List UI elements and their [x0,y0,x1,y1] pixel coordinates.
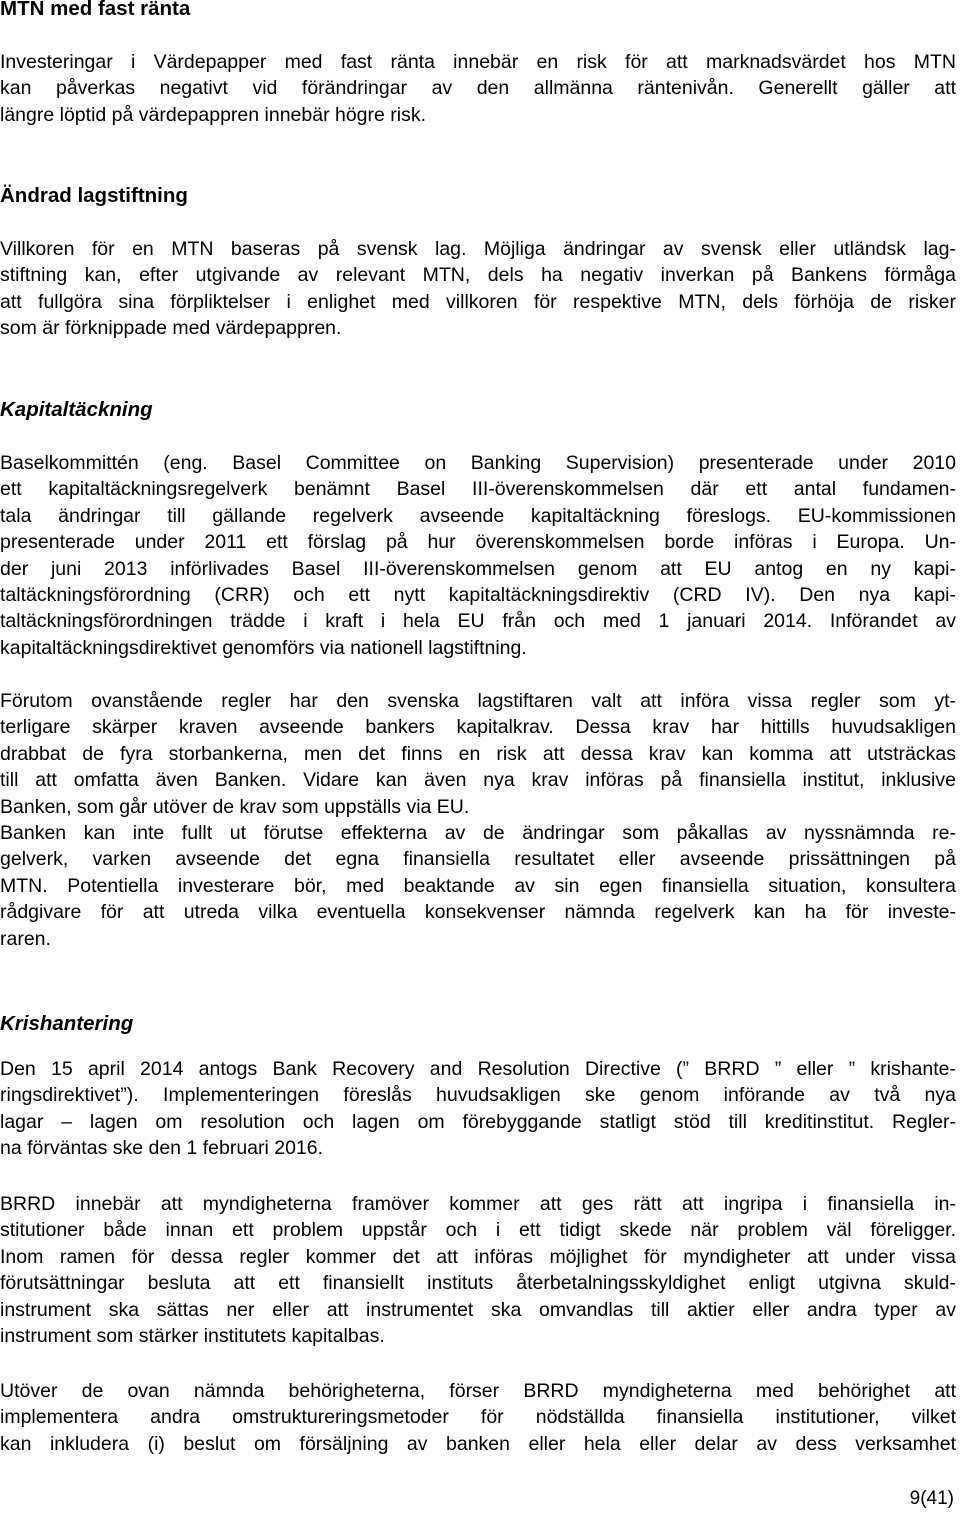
paragraph-lagstiftning [0,236,956,342]
text-line: raren. [0,927,51,950]
heading-krishantering: Krishantering [0,1012,134,1035]
heading-kapitaltackning: Kapitaltäckning [0,398,153,421]
text-line: rådgivare för att utreda vilka eventuella konsekvenser nämnda regelverk kan ha för investe- [0,901,956,924]
text-line: stiftning kan, efter utgivande av relevant MTN, dels ha negativ inverkan på Bankens förmåga [0,264,956,287]
text-line: instrument som stärker institutets kapitalbas. [0,1324,385,1347]
text-line: BRRD innebär att myndigheterna framöver kommer att ges rätt att ingripa i finansiella in- [0,1193,956,1215]
heading-andrad-lagstiftning: Ändrad lagstiftning [0,184,188,207]
text-line: instrument ska sättas ner eller att instrumentet ska omvandlas till aktier eller andra typer av [0,1298,956,1321]
text-line: stitutioner både innan ett problem uppstår och i ett tidigt skede när problem väl föreligger. [0,1219,956,1242]
text-line: ringsdirektivet”). Implementeringen föreslås huvudsakligen ske genom införande av två nya [0,1084,956,1107]
text-line: kapitaltäckningsdirektivet genomförs via nationell lagstiftning. [0,636,527,659]
text-line: kan påverkas negativt vid förändringar av den allmänna räntenivån. Generellt gäller att [0,77,956,100]
text-line: taltäckningsförordning (CRR) och ett nytt kapitaltäckningsdirektiv (CRD IV). Den nya kapi- [0,583,956,606]
paragraph-brrd-innebar [0,1191,956,1349]
text-line: Banken, som går utöver de krav som uppställs via EU. [0,795,470,818]
text-line: att fullgöra sina förpliktelser i enlighet med villkoren för respektive MTN, dels förhöja de risker [0,290,956,313]
text-line: Villkoren för en MTN baseras på svensk lag. Möjliga ändringar av svensk eller utländsk lag- [0,238,956,260]
text-line: gelverk, varken avseende det egna finansiella resultatet eller avseende prissättningen på [0,848,956,871]
paragraph-mtn-risk [0,49,956,128]
text-line: längre löptid på värdepappren innebär högre risk. [0,103,427,126]
text-line: kan inkludera (i) beslut om försäljning av banken eller hela eller delar av dess verksamhet [0,1432,956,1455]
text-line: till att omfatta även Banken. Vidare kan även nya krav införas på finansiella institut, inklusive [0,769,956,792]
heading-mtn-fast-ranta: MTN med fast ränta [0,0,191,20]
paragraph-konsekvenser [0,820,956,952]
page-number: 9(41) [909,1488,954,1509]
text-line: MTN. Potentiella investerare bör, med beaktande av sin egen finansiella situation, konsultera [0,874,956,897]
text-line: lagar – lagen om resolution och lagen om förebyggande statligt stöd till kreditinstitut. Regler- [0,1110,956,1133]
text-line: implementera andra omstruktureringsmetoder för nödställda finansiella institutioner, vilket [0,1406,956,1429]
text-line: som är förknippade med värdepappren. [0,317,342,340]
text-line: terligare skärper kraven avseende bankers kapitalkrav. Dessa krav har hittills huvudsakligen [0,716,956,739]
paragraph-svenska-regler [0,688,956,820]
text-line: drabbat de fyra storbankerna, men det finns en risk att dessa krav kan komma att utsträckas [0,742,956,765]
text-line: Investeringar i Värdepapper med fast ränta innebär en risk för att marknadsvärdet hos MTN [0,51,956,73]
paragraph-basel [0,450,956,661]
text-line: ett kapitaltäckningsregelverk benämnt Basel III-överenskommelsen där ett antal fundamen- [0,478,956,501]
paragraph-brrd-antogs [0,1056,956,1162]
paragraph-behorigheter [0,1378,956,1457]
text-line: tala ändringar till gällande regelverk avseende kapitaltäckning föreslogs. EU-kommissionen [0,504,956,527]
text-line: presenterade under 2011 ett förslag på hur överenskommelsen borde införas i Europa. Un- [0,531,956,554]
text-line: na förväntas ske den 1 februari 2016. [0,1137,324,1160]
text-line: taltäckningsförordningen trädde i kraft i hela EU från och med 1 januari 2014. Införandet av [0,610,956,633]
text-line: der juni 2013 införlivades Basel III-överenskommelsen genom att EU antog en ny kapi- [0,557,956,580]
text-line: Utöver de ovan nämnda behörigheterna, förser BRRD myndigheterna med behörighet att [0,1380,956,1402]
text-line: Den 15 april 2014 antogs Bank Recovery and Resolution Directive (” BRRD ” eller ” krishante- [0,1058,956,1080]
text-line: Banken kan inte fullt ut förutse effekterna av de ändringar som påkallas av nyssnämnda re- [0,822,956,844]
text-line: Baselkommittén (eng. Basel Committee on Banking Supervision) presenterade under 2010 [0,452,956,474]
text-line: Förutom ovanstående regler har den svenska lagstiftaren valt att införa vissa regler som yt- [0,690,956,712]
text-line: Inom ramen för dessa regler kommer det att införas möjlighet för myndigheter att under vissa [0,1245,956,1268]
text-line: förutsättningar besluta att ett finansiellt instituts återbetalningsskyldighet enligt utgivna skuld- [0,1272,956,1295]
